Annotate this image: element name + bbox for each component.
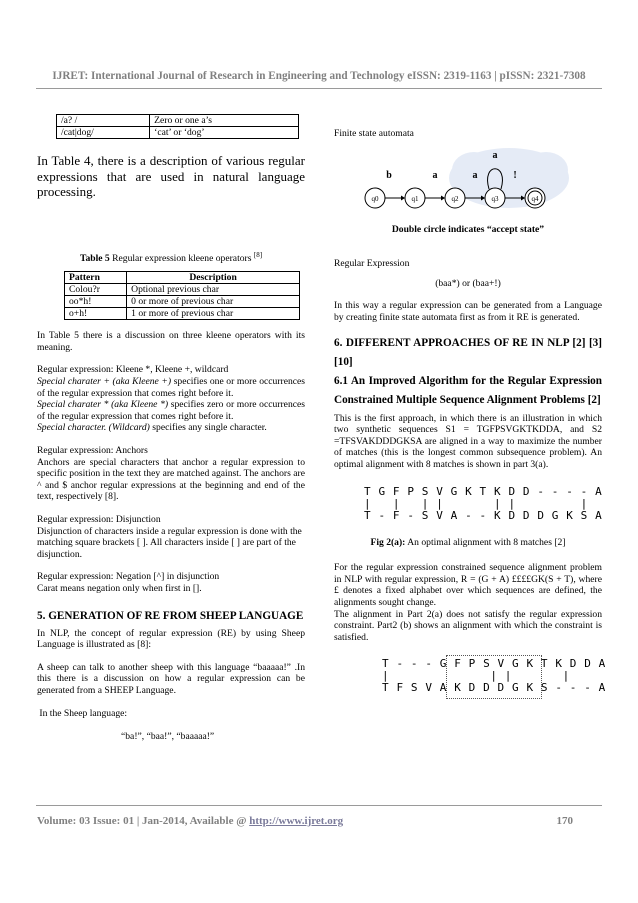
- right-column: [334, 128, 606, 695]
- wildcard-text: Special character. (Wildcard) specifies any single character.: [37, 422, 267, 434]
- sheep-watermark-icon: [449, 148, 569, 208]
- kleene-star-text: Special charater * (aka Kleene *) specifies zero or more occurrences of the regular expression that comes right before it.: [37, 399, 305, 422]
- kleene-table-row: [65, 308, 300, 320]
- kleene-th-pattern: Pattern: [65, 272, 127, 284]
- fsa-transition-label: b: [386, 169, 392, 181]
- kleene-table-cell: oo*h!: [65, 296, 127, 308]
- fsa-transition-label: a: [472, 169, 478, 181]
- kleene-table-row: [65, 284, 300, 296]
- fsa-state-label: q2: [451, 194, 459, 203]
- sheep-language-label: In the Sheep language:: [37, 707, 128, 719]
- alignment-a: [334, 485, 602, 522]
- table5-paragraph: In Table 5 there is a discussion on three kleene operators with its meaning.: [37, 330, 305, 353]
- sheep-paragraph: A sheep can talk to another sheep with this language “baaaaa!” .In this there is a discussion on how a regular expression can be generated from a SHEEP Language.: [37, 661, 305, 696]
- fsa-diagram: [334, 140, 602, 220]
- constrained-paragraph: For the regular expression constrained sequence alignment problem in NLP with regular expression, R = (G + A) ££££GK(S + T), where £ denotes a fixed alphabet over which sequences are defined, the alignments sought change.: [334, 562, 602, 608]
- fsa-arrowhead: [441, 195, 445, 200]
- disjunction-heading: Regular expression: Disjunction: [37, 514, 161, 525]
- header-rule: [36, 88, 602, 89]
- kleene-th-description: Description: [127, 272, 300, 284]
- alignment-b-row1: T - - - G F P S V G K T K D D A: [382, 657, 606, 671]
- table4-paragraph: In Table 4, there is a description of various regular expressions that are used in natural language processing.: [37, 153, 305, 199]
- section61-paragraph: This is the first approach, in which there is an illustration in which two synthetic sequences S1 = TGFPSVGKTKDDA, and S2 =TFSVAKDDDGKSA are aligned in a way to maximize the number of matches (this is the longest common subsequence problem). An optimal alignment with 8 matches is shown in part 3(a).: [334, 412, 602, 470]
- table5-caption: Table 5 Regular expression kleene operators [8]: [79, 250, 263, 264]
- journal-footer: Volume: 03 Issue: 01 | Jan-2014, Available @ http://www.ijret.org 170: [37, 815, 573, 827]
- anchors-heading: Regular expression: Anchors: [37, 445, 148, 457]
- fsa-transition-label: !: [513, 169, 517, 181]
- kleene-table-cell: 0 or more of previous char: [127, 296, 300, 308]
- regex-table-top-cell: /a? /: [57, 115, 150, 127]
- kleene-table-row: [65, 296, 300, 308]
- regex-table-top-row: [57, 127, 299, 139]
- footer-rule: [36, 805, 602, 806]
- alignment-b-row2: T F S V A K D D D G K S - - - A: [382, 681, 606, 695]
- section5-paragraph: In NLP, the concept of regular expression (RE) by using Sheep Language is illustrated as [8]:: [37, 627, 305, 651]
- disjunction-text: Disjunction of characters inside a regular expression is done with the matching square brackets [ ]. All characters inside [ ] are part of the disjunction.: [37, 525, 302, 560]
- kleene-heading: Regular expression: Kleene *, Kleene +, wildcard: [37, 364, 229, 376]
- fsa-transition-label: a: [432, 169, 438, 181]
- page-number: 170: [556, 815, 573, 827]
- fsa-state-label: q4: [531, 194, 539, 203]
- fsa-caption: Double circle indicates “accept state”: [391, 223, 545, 235]
- regex-table-top-cell: /cat|dog/: [57, 127, 150, 139]
- negation-heading: Regular expression: Negation [^] in disjunction: [37, 571, 220, 583]
- section6-heading: 6. DIFFERENT APPROACHES OF RE IN NLP [2] [3] [10]: [334, 336, 602, 368]
- kleene-plus-text: Special charater + (aka Kleene +) specifies one or more occurrences of the regular expression that comes right before it.: [37, 376, 305, 399]
- regex-table-top-row: [57, 115, 299, 127]
- journal-link[interactable]: http://www.ijret.org: [249, 815, 344, 827]
- regex-table-top: [56, 114, 299, 139]
- regex-table-top-cell: ‘cat’ or ‘dog’: [150, 127, 299, 139]
- fsa-state-label: q1: [411, 194, 419, 203]
- fsa-state-label: q0: [371, 194, 379, 203]
- alignment-paragraph: The alignment in Part 2(a) does not satisfy the regular expression constraint. Part2 (b) shows an alignment with which the constraint is satisfied.: [334, 608, 602, 643]
- fsa-arrowhead: [401, 195, 405, 200]
- fsa-state-label: q3: [491, 194, 499, 203]
- regular-expression-title: Regular Expression: [334, 258, 410, 270]
- sheep-examples: “ba!”, “baa!”, “baaaaa!”: [121, 731, 215, 743]
- kleene-table-cell: 1 or more of previous char: [127, 308, 300, 320]
- alignment-a-row2: T - F - S V A - - K D D D G K S A: [364, 508, 603, 522]
- regex-table-top-cell: Zero or one a’s: [150, 115, 299, 127]
- anchors-text: Anchors are special characters that anchor a regular expression to specific position in the text they are matched against. The anchors are ^ and $ anchor regular expressions at the beginning and end of the text, respectively [8].: [37, 456, 305, 503]
- section61-heading: 6.1 An Improved Algorithm for the Regular Expression Constrained Multiple Sequence Alignment Problems [2]: [334, 374, 602, 407]
- alignment-a-bars: | | | | | | |: [364, 496, 588, 510]
- fig2a-caption: Fig 2(a): An optimal alignment with 8 matches [2]: [370, 536, 566, 548]
- section5-heading: 5. GENERATION OF RE FROM SHEEP LANGUAGE: [37, 609, 304, 622]
- fsa-title: Finite state automata: [334, 128, 414, 139]
- fsa-loop-label: a: [492, 149, 498, 161]
- alignment-a-row1: T G F P S V G K T K D D - - - - A: [364, 484, 603, 498]
- kleene-table-cell: Optional previous char: [127, 284, 300, 296]
- left-column: [37, 114, 305, 743]
- regular-expression-value: (baa*) or (baa+!): [435, 277, 501, 289]
- alignment-b-box: [446, 655, 542, 699]
- kleene-table: [64, 271, 300, 320]
- alignment-b-bars: | | | |: [382, 669, 570, 683]
- re-paragraph: In this way a regular expression can be generated from a Language by creating finite state automata first as from it RE is generated.: [334, 300, 602, 323]
- kleene-table-cell: Colou?r: [65, 284, 127, 296]
- alignment-b: [334, 657, 606, 695]
- negation-text: Carat means negation only when first in [].: [37, 582, 202, 594]
- kleene-table-cell: o+h!: [65, 308, 127, 320]
- journal-header: IJRET: International Journal of Research in Engineering and Technology eISSN: 2319-1163 | pISSN: 2321-7308: [52, 70, 586, 82]
